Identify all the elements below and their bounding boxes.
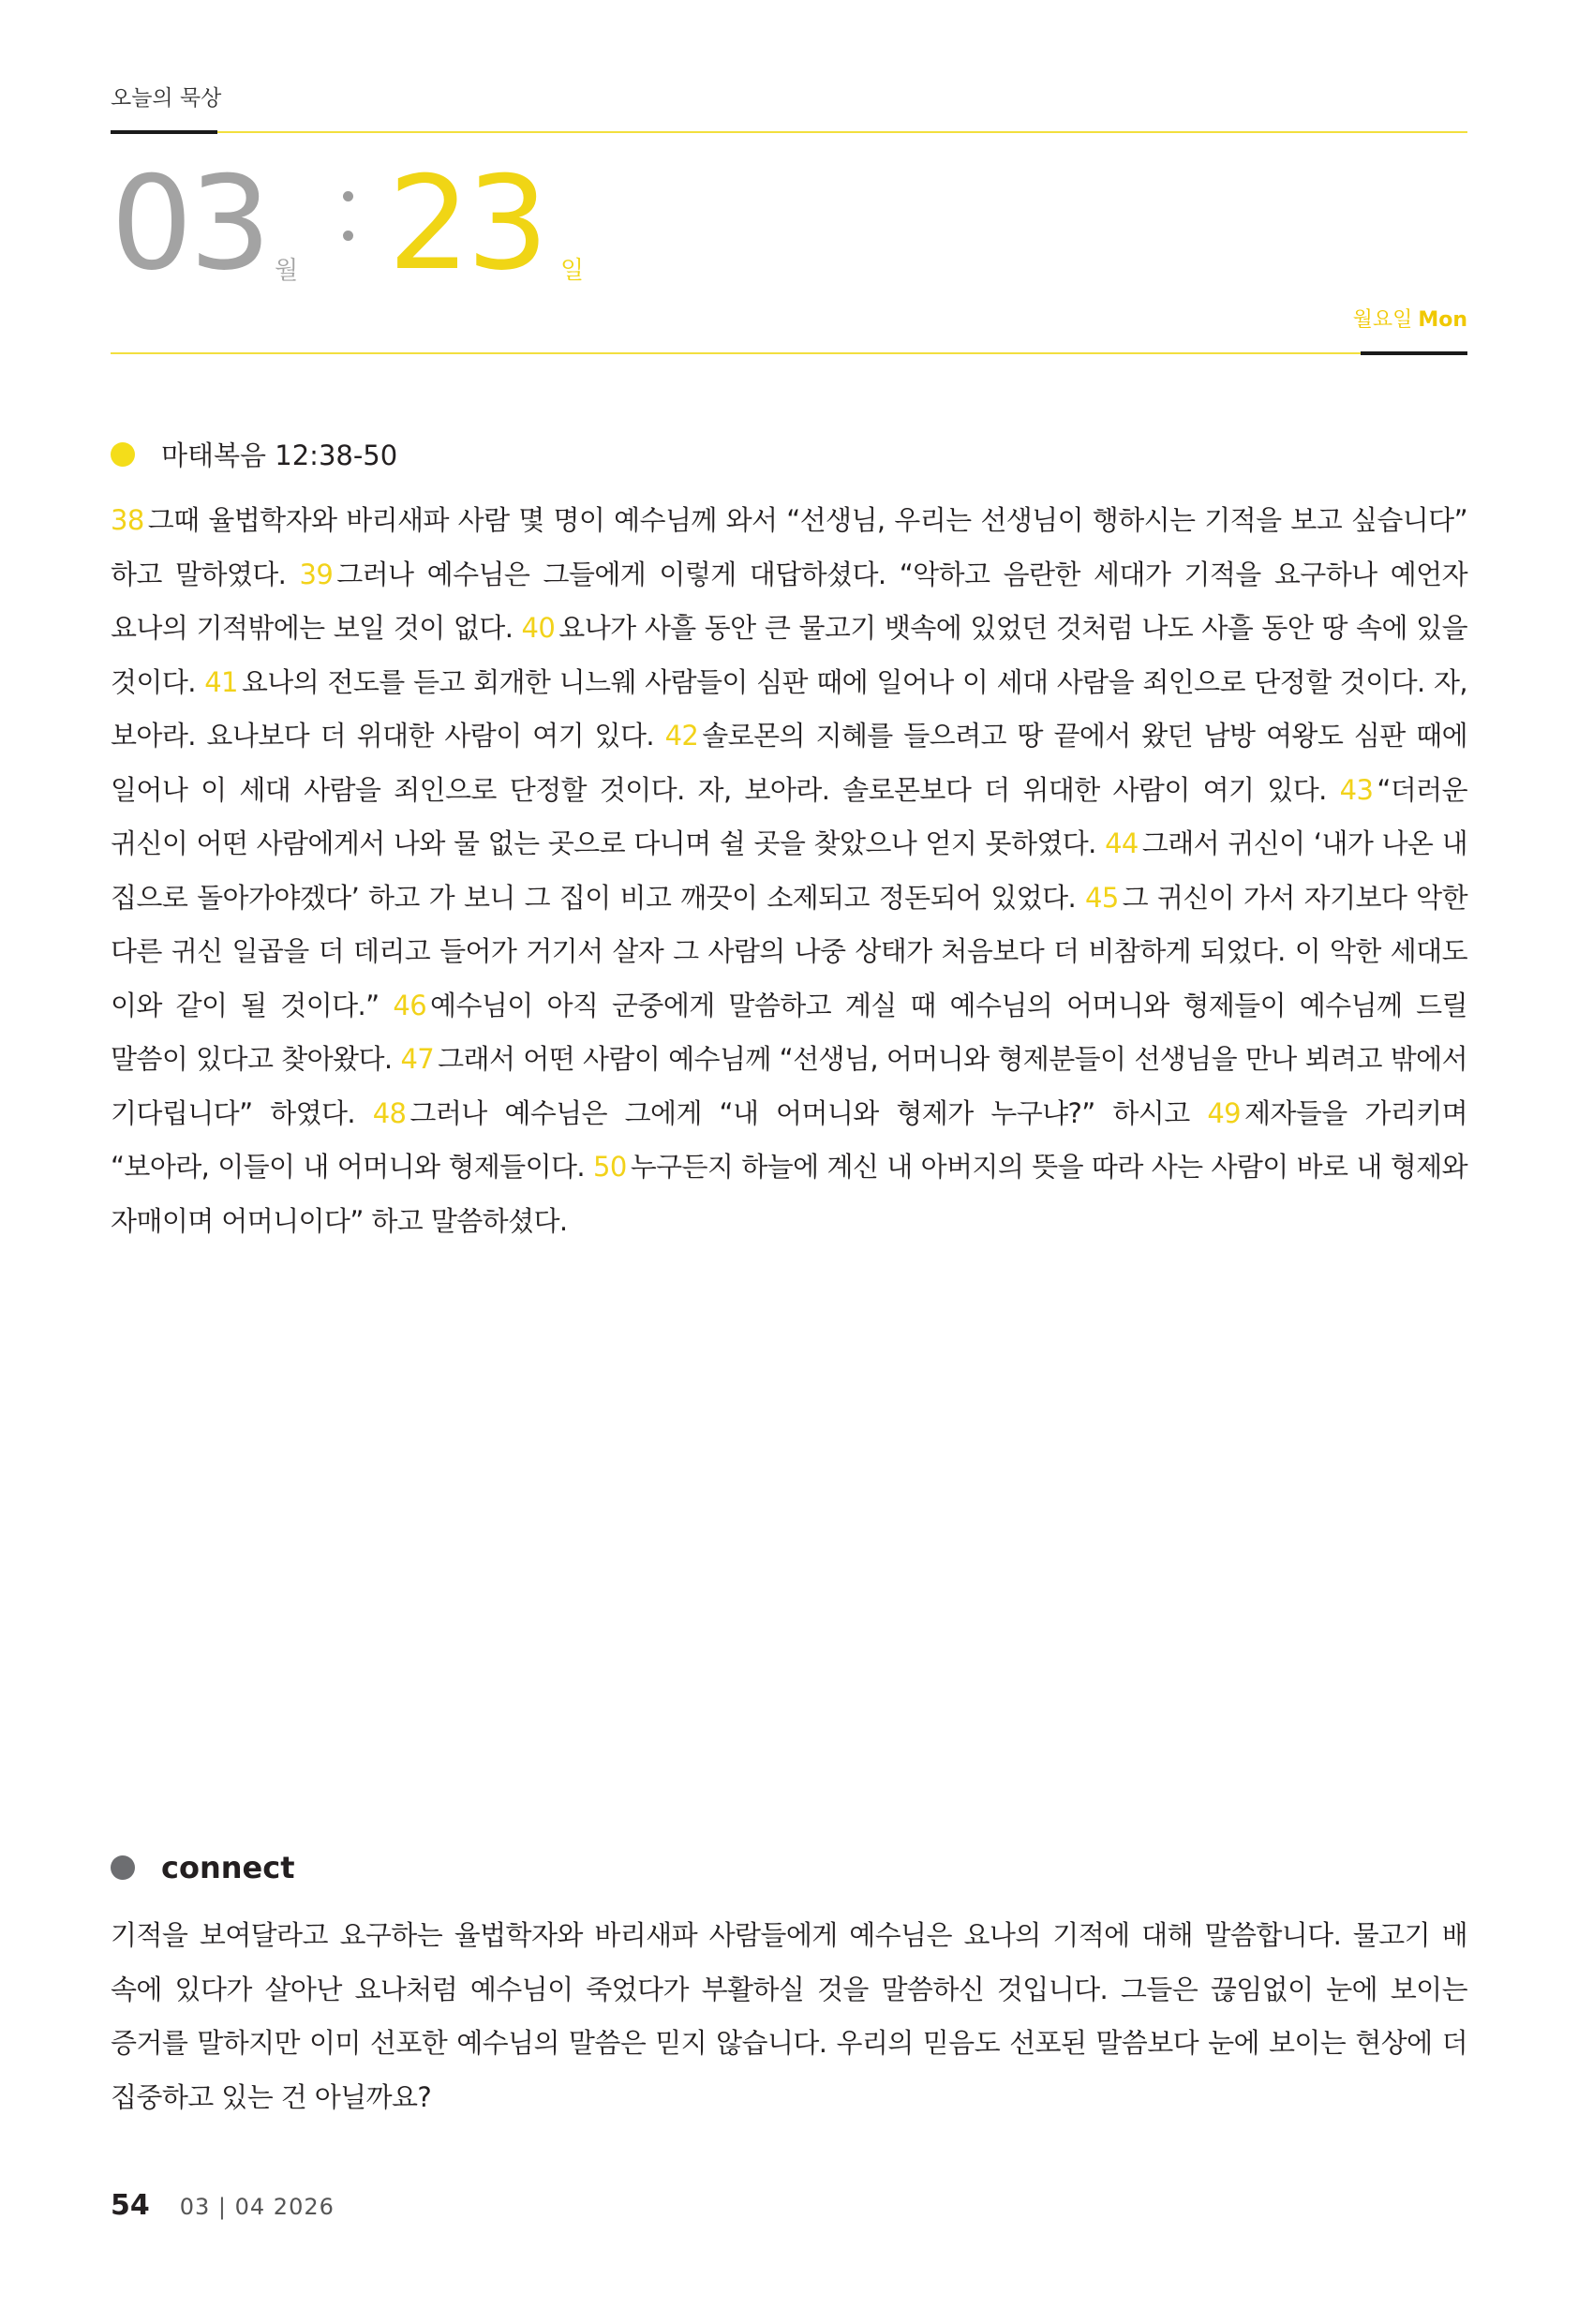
verse-text: 그래서 어떤 사람이 예수님께 “선생님, 어머니와 형제분들이 선생님을 만나 뵈려고 밖에서 기다립니다” 하였다. [111, 1043, 1467, 1129]
verse-text: 그때 율법학자와 바리새파 사람 몇 명이 예수님께 와서 “선생님, 우리는 선생님이 행하시는 기적을 보고 싶습니다” 하고 말하였다. [111, 504, 1467, 590]
verse-text: 요나의 전도를 듣고 회개한 니느웨 사람들이 심판 때에 일어나 이 세대 사람을 죄인으로 단정할 것이다. 자, 보아라. 요나보다 더 위대한 사람이 여기 있다. [111, 665, 1468, 752]
section-label: 오늘의 묵상 [111, 86, 222, 111]
date-rule [111, 352, 1467, 354]
date-rule-accent [1361, 351, 1467, 355]
weekday-english: Mon [1418, 308, 1467, 332]
weekday [1353, 304, 1467, 333]
verse-text: 그러나 예수님은 그에게 “내 어머니와 형제가 누구냐?” 하시고 [409, 1096, 1190, 1129]
connect-heading [111, 1850, 294, 1885]
verse-number: 43 [1339, 773, 1374, 806]
verse-text: 그래서 귀신이 ‘내가 나온 내 집으로 돌아가야겠다’ 하고 가 보니 그 집이 비고 깨끗이 소제되고 정돈되어 있었다. [111, 827, 1467, 914]
verse-text: 그러나 예수님은 그들에게 이렇게 대답하셨다. “악하고 음란한 세대가 기적을 요구하나 예언자 요나의 기적밖에는 보일 것이 없다. [111, 558, 1467, 644]
verse-text: 그 귀신이 가서 자기보다 악한 다른 귀신 일곱을 더 데리고 들어가 거기서 살자 그 사람의 나중 상태가 처음보다 더 비참하게 되었다. 이 악한 세대도 이와 같이 될 것이다.” [111, 881, 1467, 1021]
verse-number: 44 [1105, 827, 1139, 859]
verse-number: 48 [372, 1096, 407, 1129]
verse-text: “더러운 귀신이 어떤 사람에게서 나와 물 없는 곳으로 다니며 쉴 곳을 찾았으나 얻지 못하였다. [111, 773, 1467, 859]
scripture-bullet-icon [111, 442, 135, 467]
page-footer [111, 2189, 335, 2222]
verse-text: 솔로몬의 지혜를 들으려고 땅 끝에서 왔던 남방 여왕도 심판 때에 일어나 이 세대 사람을 죄인으로 단정할 것이다. 자, 보아라. 솔로몬보다 더 위대한 사람이 여기 있다. [111, 720, 1467, 806]
header-rule-accent [111, 130, 217, 134]
verse-text: 누구든지 하늘에 계신 내 아버지의 뜻을 따라 사는 사람이 바로 내 형제와 자매이며 어머니이다” 하고 말씀하셨다. [111, 1151, 1467, 1237]
header-rule [111, 131, 1467, 133]
verse-text: 제자들을 가리키며 “보아라, 이들이 내 어머니와 형제들이다. [111, 1096, 1467, 1183]
connect-bullet-icon [111, 1855, 135, 1880]
verse-number: 42 [664, 720, 699, 752]
verse-number: 40 [521, 612, 556, 644]
scripture-reference: 마태복음 12:38-50 [161, 439, 398, 471]
month-number: 03 [111, 148, 268, 299]
verse-number: 38 [111, 504, 144, 536]
scripture-text [111, 494, 1467, 1248]
date-colon [343, 191, 354, 262]
weekday-korean: 월요일 [1352, 308, 1413, 332]
day-unit: 일 [560, 257, 585, 285]
verse-number: 45 [1084, 881, 1119, 914]
connect-body: 기적을 보여달라고 요구하는 율법학자와 바리새파 사람들에게 예수님은 요나의 기적에 대해 말씀합니다. 물고기 배 속에 있다가 살아난 요나처럼 예수님이 죽었다가 부활하실 것을 말씀하신 것입니다. 그들은 끊임없이 눈에 보이는 증거를 말하지만 이미 선포한 예수님의 말씀은 믿지 않습니다. 우리의 믿음도 선포된 말씀보다 눈에 보이는 현상에 더 집중하고 있는 건 아닐까요? [111, 1919, 1467, 2113]
verse-text: 예수님이 아직 군중에게 말씀하고 계실 때 예수님의 어머니와 형제들이 예수님께 드릴 말씀이 있다고 찾아왔다. [111, 989, 1467, 1075]
issue-label: 03 | 04 2026 [179, 2194, 335, 2220]
verse-number: 46 [393, 989, 427, 1021]
page-number: 54 [111, 2189, 150, 2222]
verse-number: 50 [592, 1151, 627, 1183]
day-number: 23 [388, 148, 545, 299]
scripture-heading [111, 435, 397, 473]
verse-text: 요나가 사흘 동안 큰 물고기 뱃속에 있었던 것처럼 나도 사흘 동안 땅 속에 있을 것이다. [111, 612, 1467, 698]
verse-number: 41 [204, 665, 238, 698]
connect-title: connect [161, 1850, 295, 1885]
verse-number: 39 [299, 558, 334, 590]
verse-number: 47 [400, 1043, 435, 1075]
month-unit: 월 [275, 257, 299, 285]
verse-number: 49 [1207, 1096, 1242, 1129]
